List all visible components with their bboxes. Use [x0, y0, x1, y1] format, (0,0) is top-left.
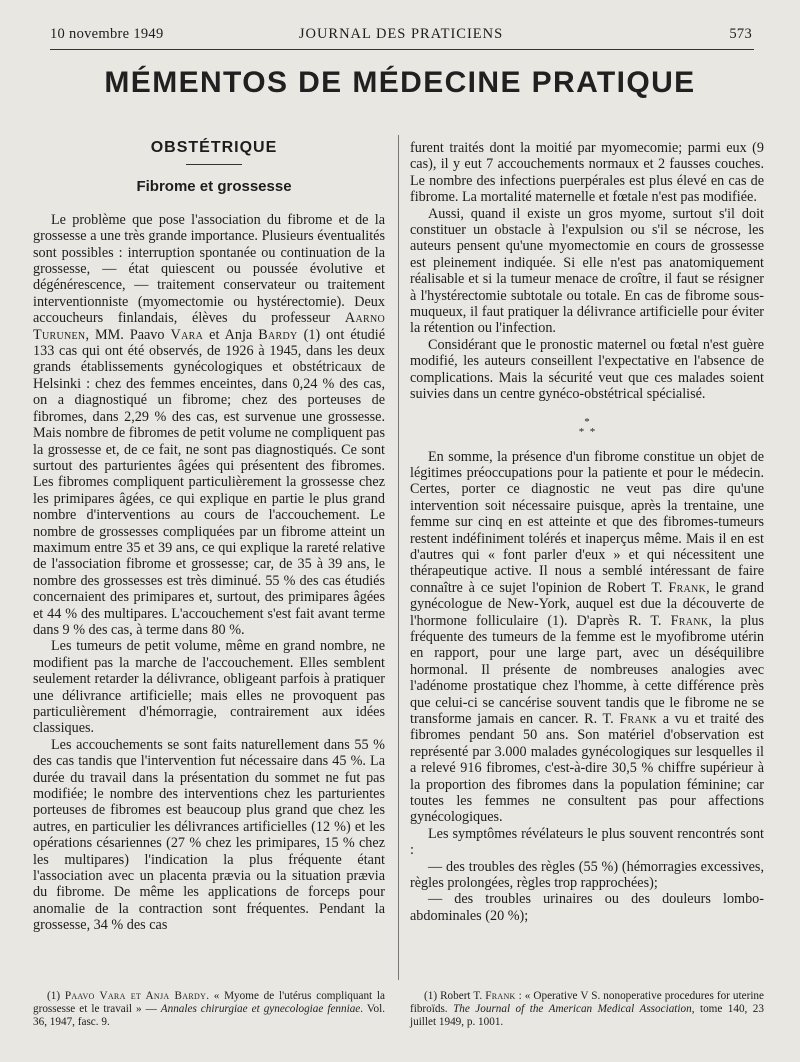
column-divider: [398, 135, 399, 980]
right-column: [410, 140, 764, 924]
author-name: Vara: [170, 326, 204, 343]
footnote-author: Frank: [485, 990, 516, 1002]
author-name: Frank: [619, 711, 658, 727]
left-column: [33, 140, 385, 934]
section-separator-stars: * * *: [578, 415, 596, 438]
article-title: Fibrome et grossesse: [136, 178, 292, 196]
footnote-right: (1) Robert T. Frank : « Operative V S. nonoperative procedures for uterine fibroïds. The Journal of the American Medical Association, tome 140, 23 juillet 1949, p. 1001.: [410, 990, 764, 1028]
paragraph: Le problème que pose l'association du fibrome et de la grossesse a une très grande importance. Plusieurs éventualités sont possibles : interruption spontanée ou continuation de la grossesse, — état quiescent ou poussée évolutive et dégénérescence, — traitement conservateur ou traitement interventionniste (myomectomie ou hystérectomie). Deux accoucheurs finlandais, élèves du professeur Aarno Turunen, MM. Paavo Vara et Anja Bardy (1) ont étudié 133 cas qui ont été observés, de 1926 à 1945, dans les deux grands établissements gynécologiques et obstétricaux de Helsinki : chez des femmes enceintes, dans 0,24 % des cas, on a diagnostiqué un fibrome; chez des porteuses de fibromes, dans 2,29 % des cas, est survenue une grossesse. Mais nombre de fibromes de petit volume ne compliquent pas la grossesse et, de ce fait, ne sont pas diagnostiqués. Ce sont surtout des parturientes âgées qui présentent des fibromes. Les fibromes compliquent particulièrement la grossesse chez les primipares âgées, ce qui explique en partie le plus grand nombre d'interventions au cours de l'accouchement. Le nombre de grossesses compliquées par un fibrome atteint un maximum entre 35 et 39 ans, ce qui explique la rareté relative de l'association fibrome et grossesse; car, de 35 à 39 ans, le nombre des grossesses est très diminué. 55 % des cas étudiés concernaient des primipares et, surtout, des primipares âgées et 44 % des multipares. L'accouchement s'est fait avant terme dans 9 % des cas, à terme dans 80 %.: [33, 211, 385, 638]
paragraph: Les accouchements se sont faits naturellement dans 55 % des cas tandis que l'intervention fut nécessaire dans 45 %. La durée du travail dans la présentation du sommet ne fut pas modifiée; le nombre des interventions chez les parturientes porteuses de fibromes est beaucoup plus grand que chez les autres, en particulier les délivrances artificielles (12 %) et les opérations césariennes (27 % chez les primipares, 15 % chez les multipares) l'indication la plus fréquente étant l'association avec un placenta prævia ou la situation prævia du fibrome. De même les applications de forceps pour anomalie de la contraction sont fréquentes. Pendant la grossesse, 34 % des cas: [33, 736, 385, 934]
paragraph: Considérant que le pronostic maternel ou fœtal n'est guère modifié, les auteurs conseillent l'expectative en l'absence de complications. Mais la sécurité veut que ces malades soient suivies dans un centre gynéco-obstétrical spécialisé.: [410, 336, 764, 403]
paragraph: En somme, la présence d'un fibrome constitue un objet de légitimes préoccupations pour la patiente et pour le médecin. Certes, porter ce diagnostic ne veut pas dire qu'une intervention soit nécessaire puisque, après la trentaine, une femme sur cinq en est atteinte et que des fibromes-tumeurs restent indéfiniment tolérés et inaperçus même. Mais il en est d'autres qui « font parler d'eux » et qui nécessitent une thérapeutique active. Il nous a semblé intéressant de faire connaître à ce sujet l'opinion de Robert T. Frank, le grand gynécologue de New-York, auquel est due la découverte de l'hormone folliculaire (1). D'après R. T. Frank, la plus fréquente des tumeurs de la femme est le myofibrome utérin en rapport, pour une large part, avec un déséquilibre hormonal. Il présente de nombreuses analogies avec l'adénome prostatique chez l'homme, à cette différence près que celui-ci se cancérise souvent tandis que le fibrome ne se transforme jamais en cancer. R. T. Frank a vu et traité des fibromes pendant 50 ans. Son matériel d'observation est représenté par 3.000 malades gynécologiques sur lesquelles il a relevé 916 fibromes, c'est-à-dire 30,5 % chiffre supérieur à la proportion des fibromes dans la population féminine; car toutes les femmes ne consultent pas pour affections gynécologiques.: [410, 448, 765, 826]
section-title: OBSTÉTRIQUE: [150, 139, 278, 156]
main-title: MÉMENTOS DE MÉDECINE PRATIQUE: [104, 66, 696, 99]
footnote-journal: Annales chirurgiae et gynecologiae fenniae: [160, 1003, 361, 1015]
paragraph: Les tumeurs de petit volume, même en grand nombre, ne modifient pas la marche de l'accouchement. Elles semblent seulement retarder la délivrance, obligeant parfois à pratiquer une délivrance artificielle; mais elles ne provoquent pas particulièrement d'hémorragie, contrairement aux idées classiques.: [33, 638, 385, 737]
author-name: Aarno Turunen: [33, 310, 385, 343]
list-item: — des troubles urinaires ou des douleurs lombo-abdominales (20 %);: [410, 891, 764, 924]
footnote-journal: The Journal of the American Medical Association: [453, 1003, 692, 1015]
footnote-authors: Paavo Vara et Anja Bardy: [64, 990, 207, 1002]
author-name: Frank: [668, 579, 707, 596]
list-item: — des troubles des règles (55 %) (hémorragies excessives, règles prolongées, règles trop rapprochées);: [410, 858, 764, 892]
author-name: Bardy: [258, 326, 298, 343]
section-rule: [186, 164, 242, 165]
footnote-left: (1) Paavo Vara et Anja Bardy. « Myome de l'utérus compliquant la grossesse et le travail » — Annales chirurgiae et gynecologiae fenniae. Vol. 36, 1947, fasc. 9.: [33, 990, 385, 1028]
issue-date: 10 novembre 1949: [50, 26, 164, 42]
header-rule: [50, 49, 754, 50]
running-header: [50, 24, 752, 46]
paragraph: Aussi, quand il existe un gros myome, surtout s'il doit constituer un obstacle à l'expulsion ou s'il se nécrose, les auteurs pensent qu'une myomectomie en cours de grossesse est pleinement indiquée. Si elle n'est pas anatomiquement réalisable et si la tumeur menace de croître, il faut se résigner à l'hystérectomie subtotale ou totale. En cas de fibrome sous-muqueux, il faut pratiquer la délivrance artificielle pour éviter la rétention ou l'infection.: [410, 205, 764, 337]
journal-name: JOURNAL DES PRATICIENS: [298, 26, 504, 42]
paragraph: furent traités dont la moitié par myomecomie; parmi eux (9 cas), il y eut 7 accouchements normaux et 2 fausses couches. Le nombre des infections puerpérales est plus élevé en cas de fibrome. La mortalité maternelle et fœtale n'est pas modifiée.: [410, 140, 764, 206]
page-number: 573: [729, 26, 752, 42]
paragraph: Les symptômes révélateurs le plus souvent rencontrés sont :: [410, 825, 764, 859]
author-name: Frank: [670, 612, 709, 629]
